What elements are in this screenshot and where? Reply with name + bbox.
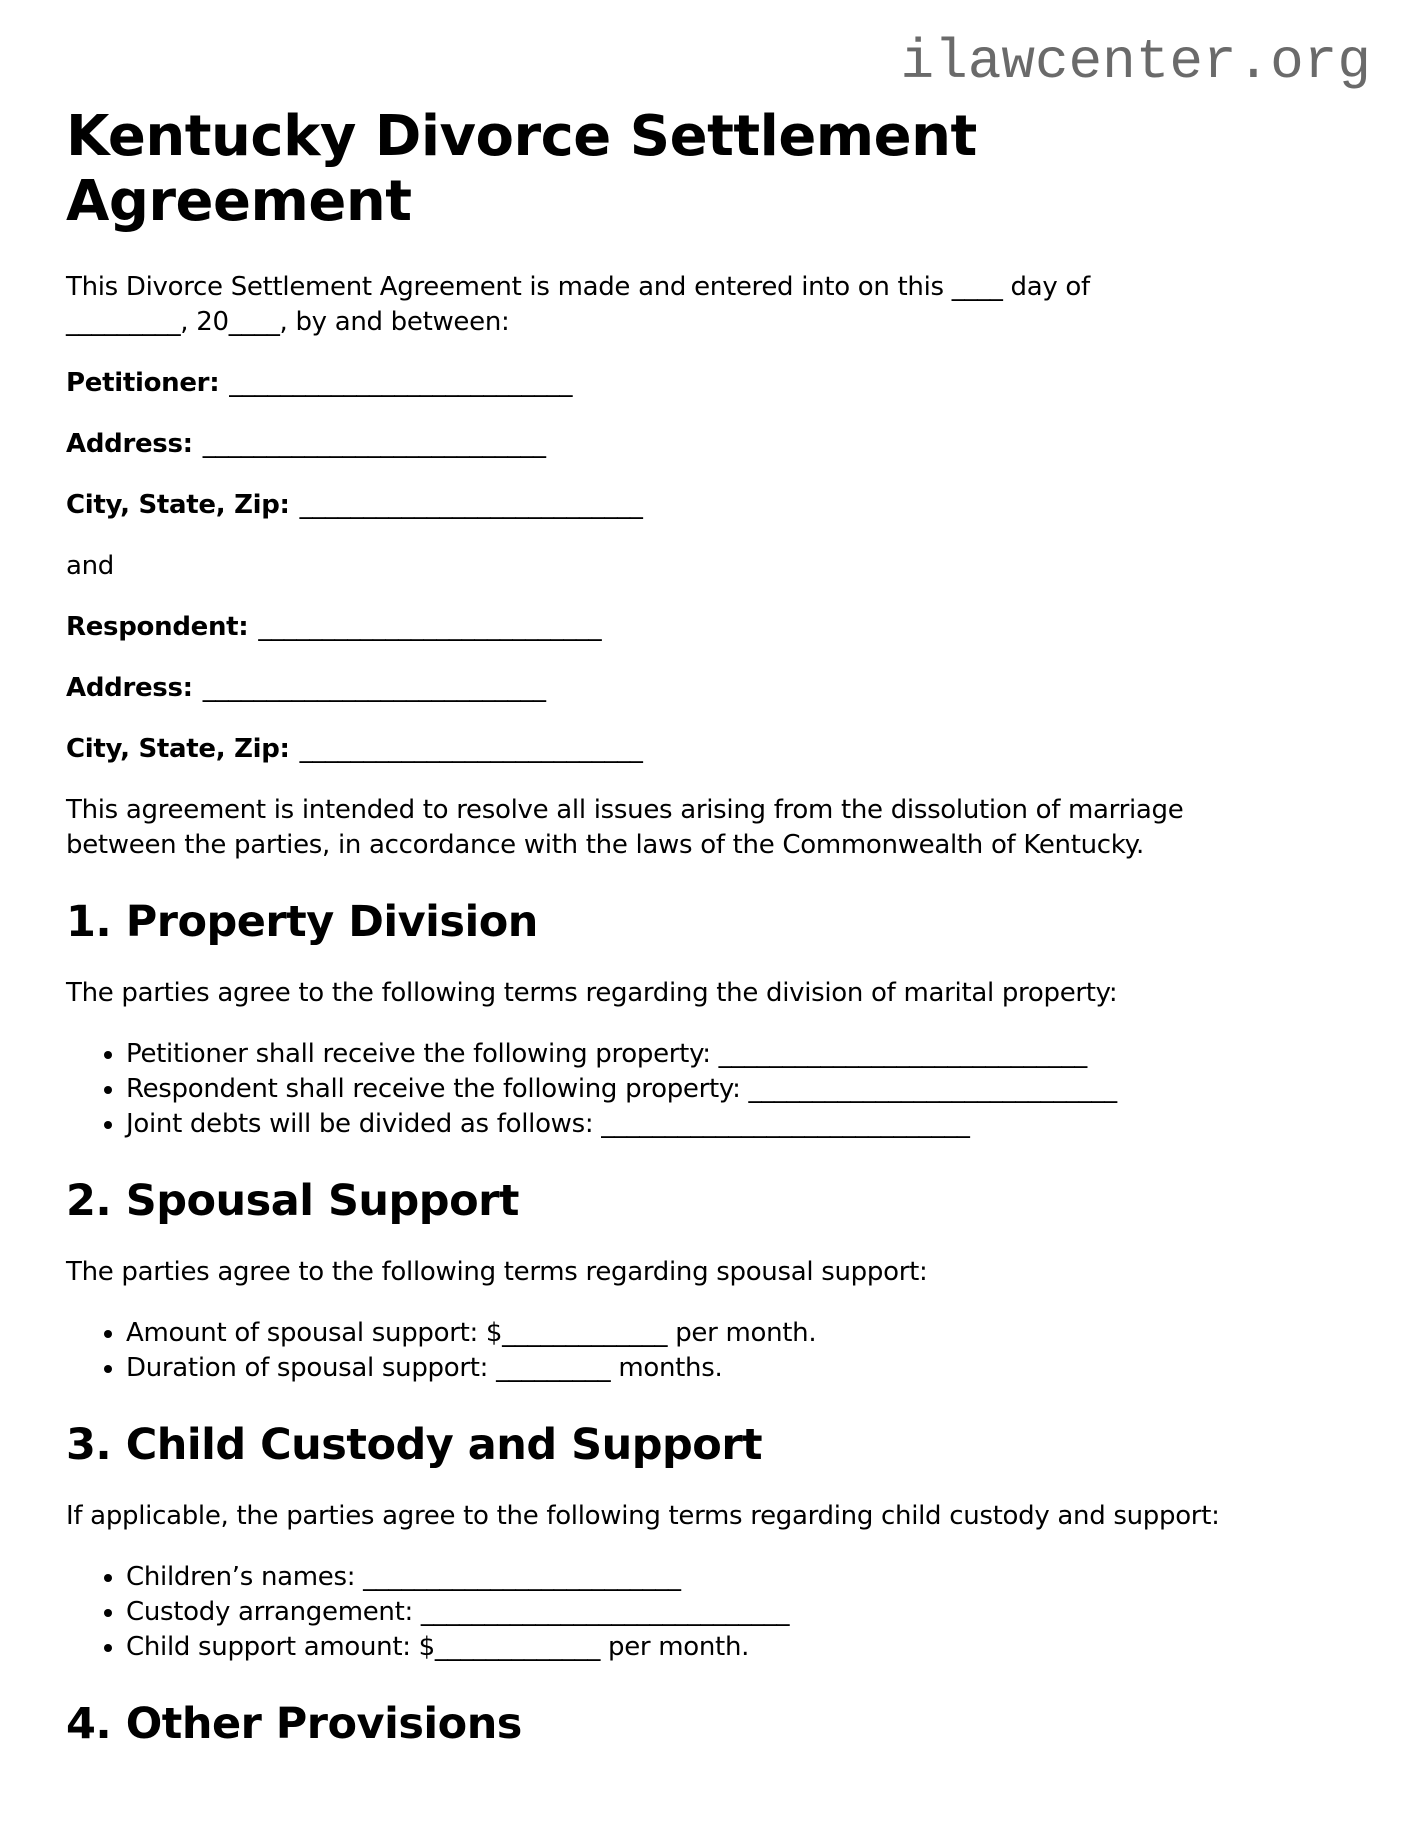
section-heading-spousal-support: 2. Spousal Support — [66, 1176, 519, 1226]
purpose-line-1: This agreement is intended to resolve all issues arising from the dissolution of marriage — [66, 795, 1184, 825]
list-item: • Respondent shall receive the following property: _____________________________ — [126, 1072, 1345, 1107]
property-division-list — [66, 1037, 1345, 1142]
parties-connector: and — [66, 551, 115, 581]
petitioner-city-state-zip-label: City, State, Zip: — [66, 490, 290, 520]
document-title-line-2: Agreement — [66, 169, 412, 234]
respondent-address-label: Address: — [66, 673, 193, 703]
respondent-address-blank: ___________________________ — [202, 673, 546, 703]
respondent-city-state-zip-blank: ___________________________ — [299, 734, 643, 764]
purpose-paragraph — [66, 793, 1345, 863]
petitioner-address-blank: ___________________________ — [202, 429, 546, 459]
list-item: • Children’s names: _________________________ — [126, 1560, 1345, 1595]
intro-line-2: _________, 20____, by and between: — [66, 307, 510, 337]
list-item: • Custody arrangement: _____________________________ — [126, 1595, 1345, 1630]
petitioner-address-field — [66, 427, 1345, 462]
petitioner-city-state-zip-field — [66, 488, 1345, 523]
watermark-text: ilawcenter.org — [900, 30, 1371, 94]
respondent-city-state-zip-label: City, State, Zip: — [66, 734, 290, 764]
petitioner-blank: ___________________________ — [229, 368, 573, 398]
document-title — [66, 104, 1345, 234]
section-heading-other-provisions: 4. Other Provisions — [66, 1699, 522, 1749]
respondent-label: Respondent: — [66, 612, 249, 642]
list-item: • Joint debts will be divided as follows: _____________________________ — [126, 1107, 1345, 1142]
petitioner-address-label: Address: — [66, 429, 193, 459]
section-heading-child-custody: 3. Child Custody and Support — [66, 1420, 763, 1470]
intro-line-1: This Divorce Settlement Agreement is made and entered into on this ____ day of — [66, 272, 1090, 302]
document-title-line-1: Kentucky Divorce Settlement — [66, 104, 977, 169]
child-custody-list — [66, 1560, 1345, 1665]
section-heading-property-division: 1. Property Division — [66, 897, 538, 947]
respondent-blank: ___________________________ — [258, 612, 602, 642]
purpose-line-2: between the parties, in accordance with the laws of the Commonwealth of Kentucky. — [66, 830, 1144, 860]
list-item: • Child support amount: $_____________ per month. — [126, 1630, 1345, 1665]
petitioner-city-state-zip-blank: ___________________________ — [299, 490, 643, 520]
respondent-address-field — [66, 671, 1345, 706]
intro-paragraph — [66, 270, 1345, 340]
petitioner-label: Petitioner: — [66, 368, 220, 398]
spousal-support-list — [66, 1316, 1345, 1386]
child-custody-intro: If applicable, the parties agree to the following terms regarding child custody and support: — [66, 1501, 1220, 1531]
list-item: • Petitioner shall receive the following property: _____________________________ — [126, 1037, 1345, 1072]
petitioner-field — [66, 366, 1345, 401]
list-item: • Duration of spousal support: _________ months. — [126, 1351, 1345, 1386]
list-item: • Amount of spousal support: $_____________ per month. — [126, 1316, 1345, 1351]
respondent-city-state-zip-field — [66, 732, 1345, 767]
respondent-field — [66, 610, 1345, 645]
spousal-support-intro: The parties agree to the following terms regarding spousal support: — [66, 1257, 928, 1287]
property-division-intro: The parties agree to the following terms regarding the division of marital property: — [66, 978, 1118, 1008]
